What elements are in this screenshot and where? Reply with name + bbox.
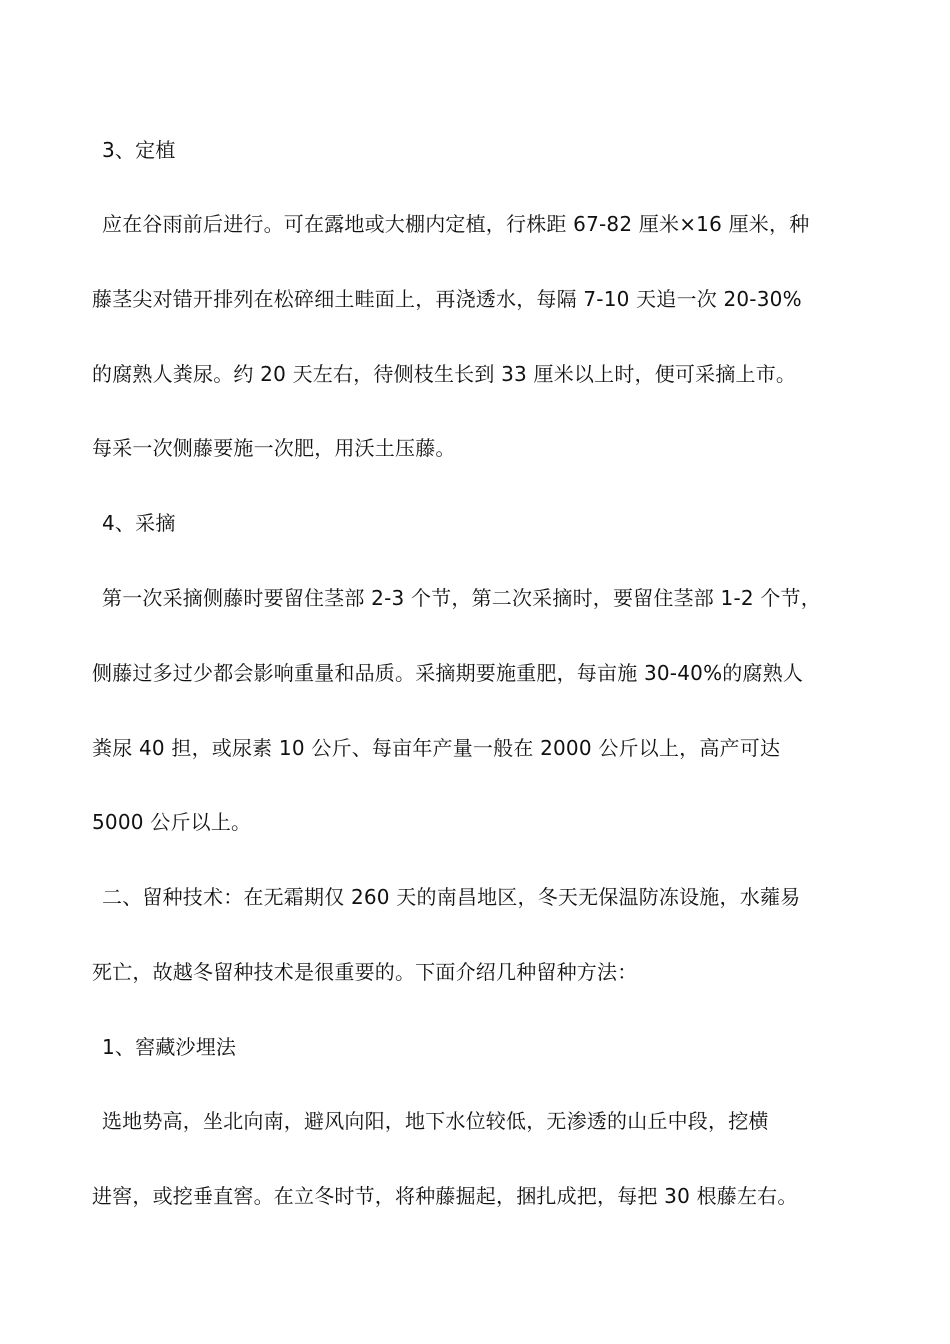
heading-transplanting: 3、定植 — [102, 138, 176, 162]
paragraph-line: 5000 公斤以上。 — [92, 810, 252, 834]
paragraph-line: 死亡，故越冬留种技术是很重要的。下面介绍几种留种方法： — [92, 960, 638, 984]
paragraph-line: 进窖，或挖垂直窖。在立冬时节，将种藤掘起，捆扎成把，每把 30 根藤左右。 — [92, 1184, 798, 1208]
paragraph-line: 藤茎尖对错开排列在松碎细土畦面上，再浇透水，每隔 7-10 天追一次 20-30% — [92, 287, 802, 311]
paragraph-line: 的腐熟人粪尿。约 20 天左右，待侧枝生长到 33 厘米以上时，便可采摘上市。 — [92, 362, 797, 386]
paragraph-line: 每采一次侧藤要施一次肥，用沃土压藤。 — [92, 436, 456, 460]
paragraph-line: 侧藤过多过少都会影响重量和品质。采摘期要施重肥，每亩施 30-40%的腐熟人 — [92, 661, 804, 685]
paragraph-line: 二、留种技术：在无霜期仅 260 天的南昌地区，冬天无保温防冻设施，水蕹易 — [102, 885, 801, 909]
paragraph-line: 第一次采摘侧藤时要留住茎部 2-3 个节，第二次采摘时，要留住茎部 1-2 个节， — [102, 586, 821, 610]
paragraph-line: 应在谷雨前后进行。可在露地或大棚内定植，行株距 67-82 厘米×16 厘米，种 — [102, 212, 810, 236]
paragraph-line: 选地势高，坐北向南，避风向阳，地下水位较低，无渗透的山丘中段，挖横 — [102, 1109, 769, 1133]
heading-cellar-storage: 1、窖藏沙埋法 — [102, 1035, 237, 1059]
paragraph-line: 粪尿 40 担，或尿素 10 公斤、每亩年产量一般在 2000 公斤以上，高产可达 — [92, 736, 781, 760]
heading-harvesting: 4、采摘 — [102, 511, 176, 535]
